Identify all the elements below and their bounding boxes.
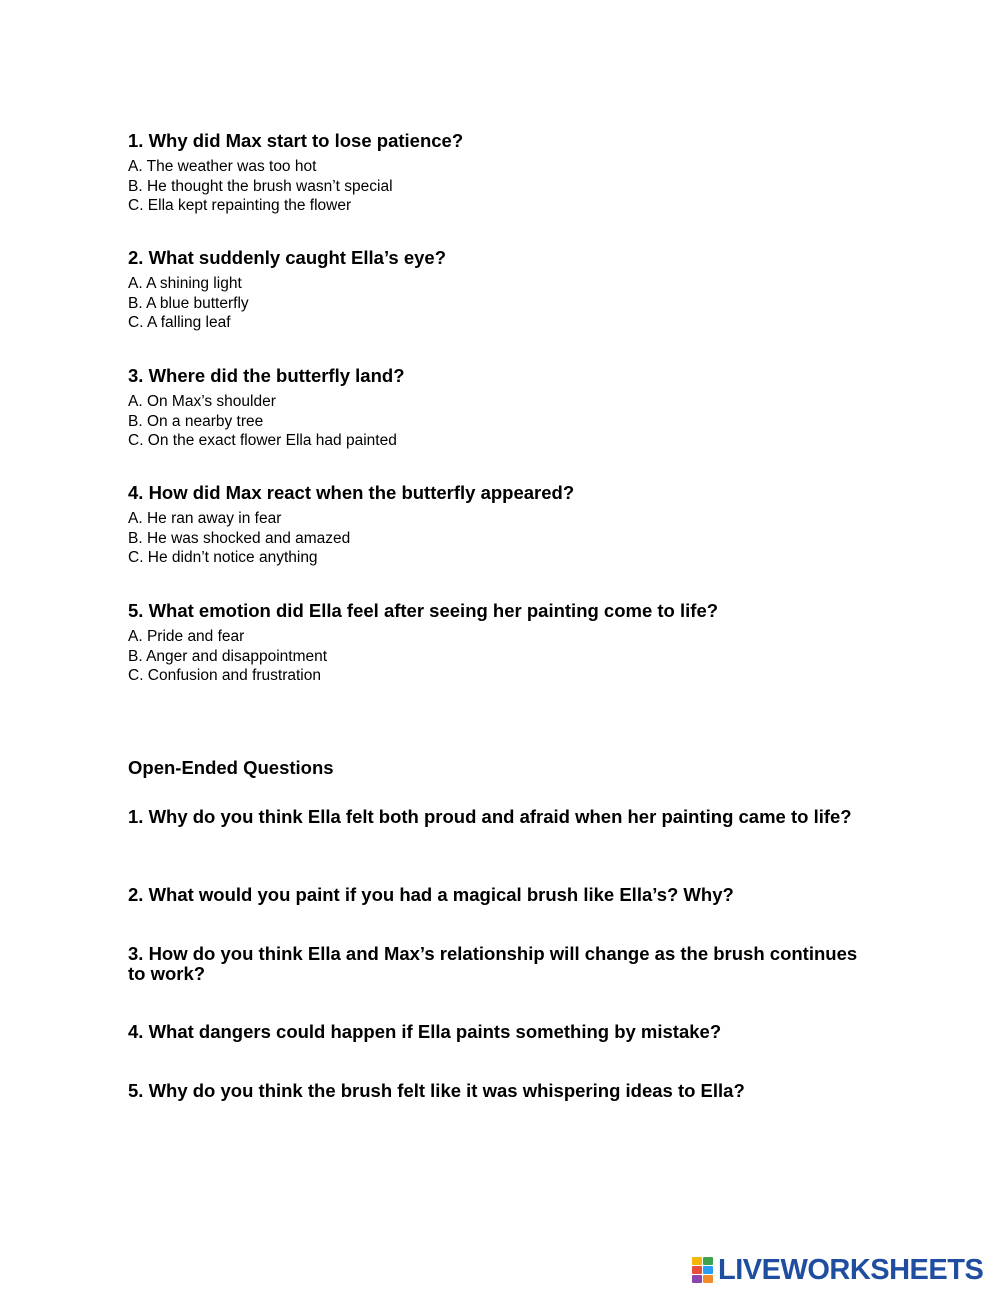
- answer-option-b[interactable]: B. A blue butterfly: [128, 294, 249, 312]
- logo-text: LIVEWORKSHEETS: [718, 1254, 984, 1286]
- logo-mark-icon: [692, 1257, 714, 1283]
- answer-option-b[interactable]: B. He was shocked and amazed: [128, 529, 351, 547]
- answer-option-c[interactable]: C. A falling leaf: [128, 314, 231, 332]
- open-ended-heading: Open-Ended Questions: [128, 757, 334, 778]
- answer-option-b[interactable]: B. Anger and disappointment: [128, 647, 328, 665]
- question-title: 5. What emotion did Ella feel after seeing her painting come to life?: [128, 600, 719, 621]
- question-block-3: [128, 365, 888, 451]
- open-question-3: 3. How do you think Ella and Max’s relationship will change as the brush continues to work?: [128, 943, 858, 984]
- answer-option-b[interactable]: B. He thought the brush wasn’t special: [128, 177, 393, 195]
- question-title: 1. Why did Max start to lose patience?: [128, 130, 464, 151]
- answer-options: [128, 274, 888, 333]
- logo-mark-tile: [703, 1257, 713, 1265]
- question-title: 2. What suddenly caught Ella’s eye?: [128, 247, 447, 268]
- open-question-1: 1. Why do you think Ella felt both proud and afraid when her painting came to life?: [128, 806, 852, 827]
- answer-options: [128, 509, 888, 568]
- answer-option-c[interactable]: C. Confusion and frustration: [128, 667, 321, 685]
- answer-option-c[interactable]: C. On the exact flower Ella had painted: [128, 432, 397, 450]
- question-title: 4. How did Max react when the butterfly appeared?: [128, 482, 575, 503]
- logo-mark-tile: [692, 1266, 702, 1274]
- liveworksheets-logo: [692, 1255, 983, 1285]
- answer-option-a[interactable]: A. On Max’s shoulder: [128, 393, 276, 410]
- question-block-4: [128, 482, 888, 568]
- answer-options: [128, 157, 888, 216]
- open-question-4: 4. What dangers could happen if Ella paints something by mistake?: [128, 1021, 722, 1042]
- question-block-5: [128, 600, 888, 686]
- logo-mark-tile: [692, 1257, 702, 1265]
- answer-option-b[interactable]: B. On a nearby tree: [128, 412, 264, 430]
- question-block-2: [128, 247, 888, 333]
- answer-option-a[interactable]: A. A shining light: [128, 275, 242, 292]
- answer-option-a[interactable]: A. The weather was too hot: [128, 158, 317, 175]
- logo-mark-tile: [692, 1275, 702, 1283]
- logo-mark-tile: [703, 1266, 713, 1274]
- open-question-2: 2. What would you paint if you had a magical brush like Ella’s? Why?: [128, 884, 734, 905]
- answer-option-a[interactable]: A. He ran away in fear: [128, 510, 282, 527]
- logo-mark-tile: [703, 1275, 713, 1283]
- answer-options: [128, 627, 888, 686]
- question-title: 3. Where did the butterfly land?: [128, 365, 405, 386]
- answer-option-a[interactable]: A. Pride and fear: [128, 628, 245, 645]
- answer-options: [128, 392, 888, 451]
- question-block-1: [128, 130, 888, 216]
- answer-option-c[interactable]: C. He didn’t notice anything: [128, 549, 318, 567]
- open-question-5: 5. Why do you think the brush felt like it was whispering ideas to Ella?: [128, 1080, 745, 1101]
- answer-option-c[interactable]: C. Ella kept repainting the flower: [128, 197, 352, 215]
